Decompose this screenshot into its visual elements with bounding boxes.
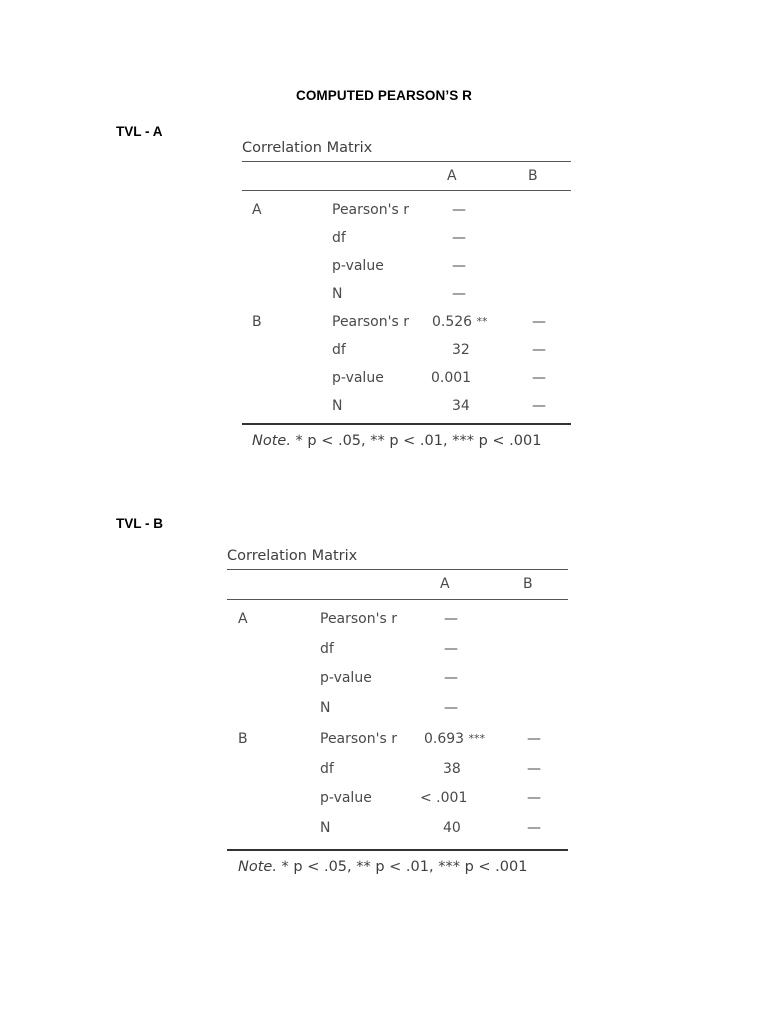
matrix-header-row [242, 162, 571, 190]
value-a: 40 [443, 819, 461, 836]
value-a-number: 0.693 [424, 731, 465, 747]
value-a: — [444, 670, 458, 686]
matrix-group-a [227, 600, 568, 723]
variable-label: B [252, 314, 262, 330]
table-row [227, 790, 568, 820]
value-a: — [444, 611, 458, 627]
matrix-caption: Correlation Matrix [227, 548, 358, 564]
significance-note [242, 433, 571, 449]
significance-stars: ** [476, 315, 488, 328]
stat-label: N [332, 286, 343, 302]
table-row [227, 820, 568, 850]
note-label: Note. [238, 859, 277, 875]
column-header-b: B [528, 168, 538, 184]
stat-label: df [332, 342, 346, 358]
section-label-tvl-b: TVL - B [116, 516, 163, 531]
table-row [227, 731, 568, 761]
value-a: — [444, 699, 458, 716]
document-title: COMPUTED PEARSON’S R [295, 88, 473, 103]
table-row [227, 641, 568, 671]
value-a: 34 [452, 398, 470, 414]
section-label-tvl-a: TVL - A [116, 124, 163, 139]
value-a: 32 [452, 342, 470, 358]
value-a [432, 314, 488, 330]
correlation-matrix-tvl-b [227, 545, 568, 875]
note-text: * p < .05, ** p < .01, *** p < .001 [290, 433, 542, 449]
matrix-group-a [242, 191, 571, 308]
value-a [424, 731, 485, 747]
table-row [242, 370, 571, 398]
table-row [242, 202, 571, 230]
variable-label: B [238, 731, 248, 747]
table-row [242, 258, 571, 286]
value-a: — [452, 202, 466, 218]
value-a-number: 0.526 [432, 314, 473, 330]
table-row [227, 670, 568, 700]
stat-label: p-value [332, 370, 384, 386]
stat-label: p-value [320, 790, 372, 806]
stat-label: df [320, 760, 334, 777]
value-a: — [452, 258, 466, 274]
value-b: — [532, 370, 546, 386]
stat-label: N [320, 819, 331, 836]
stat-label: N [320, 699, 331, 716]
value-a: — [444, 640, 458, 657]
matrix-group-b [242, 308, 571, 423]
value-b: — [527, 731, 541, 747]
table-row [242, 230, 571, 258]
stat-label: Pearson's r [332, 202, 409, 218]
value-a: — [452, 286, 466, 302]
value-a: 38 [443, 760, 461, 777]
value-a: 0.001 [431, 370, 472, 386]
table-row [227, 761, 568, 791]
matrix-caption: Correlation Matrix [242, 140, 373, 156]
column-header-a: A [447, 168, 457, 184]
stat-label: Pearson's r [320, 611, 397, 627]
value-b: — [532, 342, 546, 358]
table-bottom-rule [227, 849, 568, 851]
stat-label: p-value [320, 670, 372, 686]
value-a: — [452, 230, 466, 246]
correlation-matrix-tvl-a [242, 137, 571, 449]
table-row [242, 342, 571, 370]
stat-label: df [320, 640, 334, 657]
stat-label: Pearson's r [332, 314, 409, 330]
table-row [227, 611, 568, 641]
table-row [242, 398, 571, 426]
stat-label: Pearson's r [320, 731, 397, 747]
column-header-a: A [440, 576, 450, 592]
significance-note [227, 859, 568, 875]
variable-label: A [238, 611, 248, 627]
stat-label: df [332, 230, 346, 246]
value-a: < .001 [420, 790, 468, 806]
matrix-header-row [227, 570, 568, 599]
value-b: — [527, 819, 541, 836]
note-label: Note. [252, 433, 291, 449]
significance-stars: *** [468, 732, 486, 745]
stat-label: p-value [332, 258, 384, 274]
note-text: * p < .05, ** p < .01, *** p < .001 [276, 859, 528, 875]
value-b: — [532, 398, 546, 414]
table-row [242, 314, 571, 342]
value-b: — [532, 314, 546, 330]
variable-label: A [252, 202, 262, 218]
value-b: — [527, 790, 541, 806]
matrix-group-b [227, 723, 568, 849]
stat-label: N [332, 398, 343, 414]
column-header-b: B [523, 576, 533, 592]
value-b: — [527, 760, 541, 777]
